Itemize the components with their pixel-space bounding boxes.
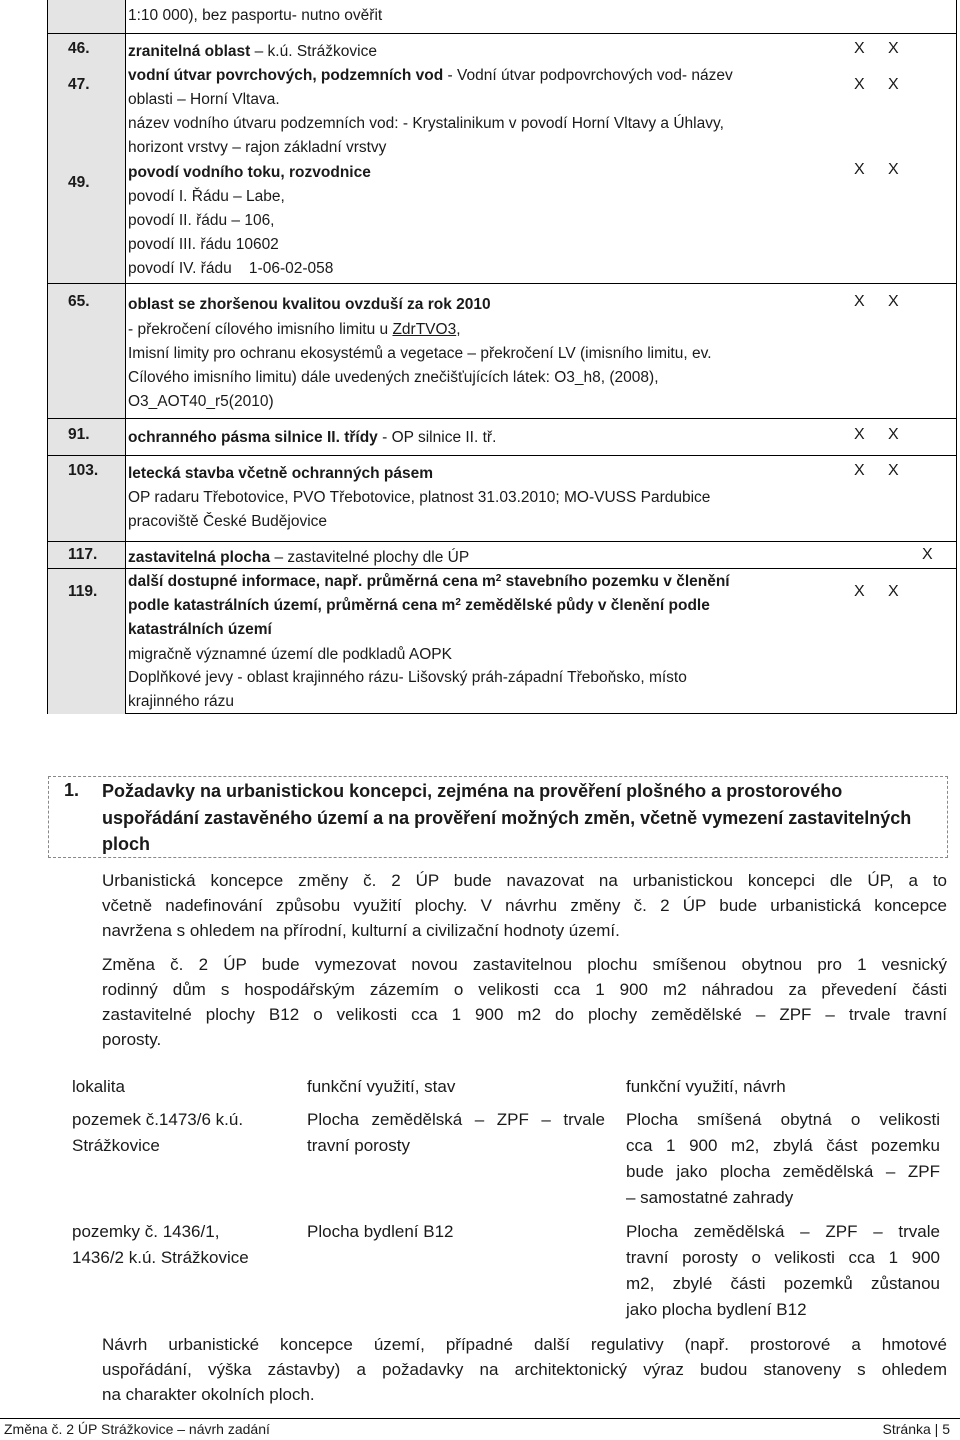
section-title: Požadavky na urbanistickou koncepci, zejména na prověření plošného a prostorového uspořádání zastavěného území a na prověření možných změn, včetně vymezení zastavitelných ploch [102, 781, 912, 854]
row-119-line-2: podle katastrálních území, průměrná cena $m^2$ zemědělské půdy v členění podle [128, 597, 710, 614]
table-cell-stav: Plocha bydlení B12 [307, 1222, 454, 1241]
row-91-marks: X X [854, 426, 899, 443]
row-103-title: letecká stavba včetně ochranných pásem [128, 465, 433, 482]
row-65-line-5: O3_AOT40_r5(2010) [128, 393, 274, 410]
row-number: 103. [68, 462, 99, 479]
row-number: 49. [68, 174, 90, 191]
row-117-mark: X [922, 546, 933, 563]
row-117-text: zastavitelná plocha – zastavitelné plochy dle ÚP [128, 549, 470, 566]
row-119-line-1: další dostupné informace, např. průměrná cena $m^2$ stavebního pozemku v členění [128, 573, 730, 590]
row-119-line-3: katastrálních území [128, 621, 272, 638]
row-49-line: povodí I. Řádu – Labe, [128, 188, 285, 205]
row-46-text: zranitelná oblast – k.ú. Strážkovice [128, 43, 377, 60]
row-47-line-2: oblasti – Horní Vltava. [128, 91, 280, 108]
header-stav: funkční využití, stav [307, 1077, 456, 1096]
row-49-line: povodí IV. řádu 1-06-02-058 [128, 260, 334, 277]
row-49-line: povodí III. řádu 10602 [128, 236, 279, 253]
row-65-line-4: Cílového imisního limitu) dále uvedených znečišťujících látek: O3_h8, (2008), [128, 369, 659, 386]
row-119-marks: X X [854, 583, 899, 600]
row-119-line-6: krajinného rázu [128, 693, 234, 710]
row-103-marks: X X [854, 462, 899, 479]
table-cell-lokalita: pozemky č. 1436/1, 1436/2 k.ú. Strážkovice [72, 1222, 249, 1267]
row-number: 65. [68, 293, 90, 310]
zdrtvo3-link: ZdrTVO3 [392, 321, 457, 338]
row-65-line-2: - překročení cílového imisního limitu u ZdrTVO3, [128, 321, 461, 338]
continuation-text: 1:10 000), bez pasportu- nutno ověřit [128, 7, 383, 24]
row-47-line-4: horizont vrstvy – rajon základní vrstvy [128, 139, 387, 156]
paragraph-zmena-c2: Změna č. 2 ÚP bude vymezovat novou zastavitelnou plochu smíšenou obytnou pro 1 vesnický rodinný dům s hospodářským zázemím o velikosti cca 1 900 m2 náhradou za převedení části zastavitelné plochy B12 o velikosti cca 1 900 m2 do plochy zemědělské – ZPF – trvale travní porosty. [102, 955, 947, 1049]
row-divider [48, 541, 956, 542]
table-cell-navrh: Plocha smíšená obytná o velikosti cca 1 900 m2, zbylá část pozemku bude jako plocha zemědělská – ZPF – samostatné zahrady [626, 1110, 940, 1207]
number-column-shade [48, 0, 125, 714]
row-119-line-4: migračně významné území dle podkladů AOPK [128, 646, 452, 663]
row-103-line-3: pracoviště České Budějovice [128, 513, 328, 530]
row-49-line: povodí II. řádu – 106, [128, 212, 275, 229]
section-number: 1. [64, 780, 80, 800]
row-49-marks: X X [854, 161, 899, 178]
header-navrh: funkční využití, návrh [626, 1077, 786, 1096]
row-47-line-3: název vodního útvaru podzemních vod: - Krystalinikum v povodí Horní Vltavy a Úhlavy, [128, 115, 724, 132]
row-65-marks: X X [854, 293, 899, 310]
row-119-line-5: Doplňkové jevy - oblast krajinného rázu- Lišovský práh-západní Třeboňsko, místo [128, 669, 687, 686]
footer-document-title: Změna č. 2 ÚP Strážkovice – návrh zadání [4, 1421, 270, 1437]
footer-page-number: Stránka | 5 [882, 1421, 950, 1437]
row-number: 91. [68, 426, 90, 443]
table-cell-lokalita: pozemek č.1473/6 k.ú. Strážkovice [72, 1110, 244, 1155]
table-cell-navrh: Plocha zemědělská – ZPF – trvale travní porosty o velikosti cca 1 900 m2, zbylé části pozemků zůstanou jako plocha bydlení B12 [626, 1222, 940, 1319]
row-divider [48, 33, 956, 34]
row-divider [48, 418, 956, 419]
row-divider [48, 455, 956, 456]
row-46-marks: X X [854, 40, 899, 57]
header-lokalita: lokalita [72, 1077, 125, 1096]
column-divider [125, 0, 126, 713]
paragraph-closing: Návrh urbanistické koncepce území, případné další regulativy (např. prostorové a hmotové uspořádání, výška zástavby) a požadavky na architektonický výraz budou stanoveny s ohledem na charakter okolních ploch. [102, 1335, 947, 1404]
row-number: 117. [68, 546, 98, 563]
row-number: 46. [68, 40, 90, 57]
layer-table [47, 0, 957, 714]
row-number: 47. [68, 76, 90, 93]
row-65-line-3: Imisní limity pro ochranu ekosystémů a vegetace – překročení LV (imisního limitu, ev. [128, 345, 712, 362]
paragraph-urbanisticka-koncepce: Urbanistická koncepce změny č. 2 ÚP bude navazovat na urbanistickou koncepci dle ÚP, a to včetně nadefinování způsobu využití plochy. V návrhu změny č. 2 ÚP bude urbanistická koncepce navržena s ohledem na přírodní, kulturní a civilizační hodnoty území. [102, 871, 947, 940]
row-47-marks: X X [854, 76, 899, 93]
table-cell-stav: Plocha zemědělská – ZPF – trvale travní porosty [307, 1110, 605, 1155]
row-number: 119. [68, 583, 98, 600]
row-49-title: povodí vodního toku, rozvodnice [128, 164, 371, 181]
row-65-title: oblast se zhoršenou kvalitou ovzduší za rok 2010 [128, 296, 491, 313]
row-91-text: ochranného pásma silnice II. třídy - OP silnice II. tř. [128, 429, 497, 446]
row-47-line-1: vodní útvar povrchových, podzemních vod - Vodní útvar podpovrchových vod- název [128, 67, 733, 84]
row-103-line-2: OP radaru Třebotovice, PVO Třebotovice, platnost 31.03.2010; MO-VUSS Pardubice [128, 489, 711, 506]
row-divider [48, 283, 956, 284]
footer-divider [0, 1418, 960, 1419]
